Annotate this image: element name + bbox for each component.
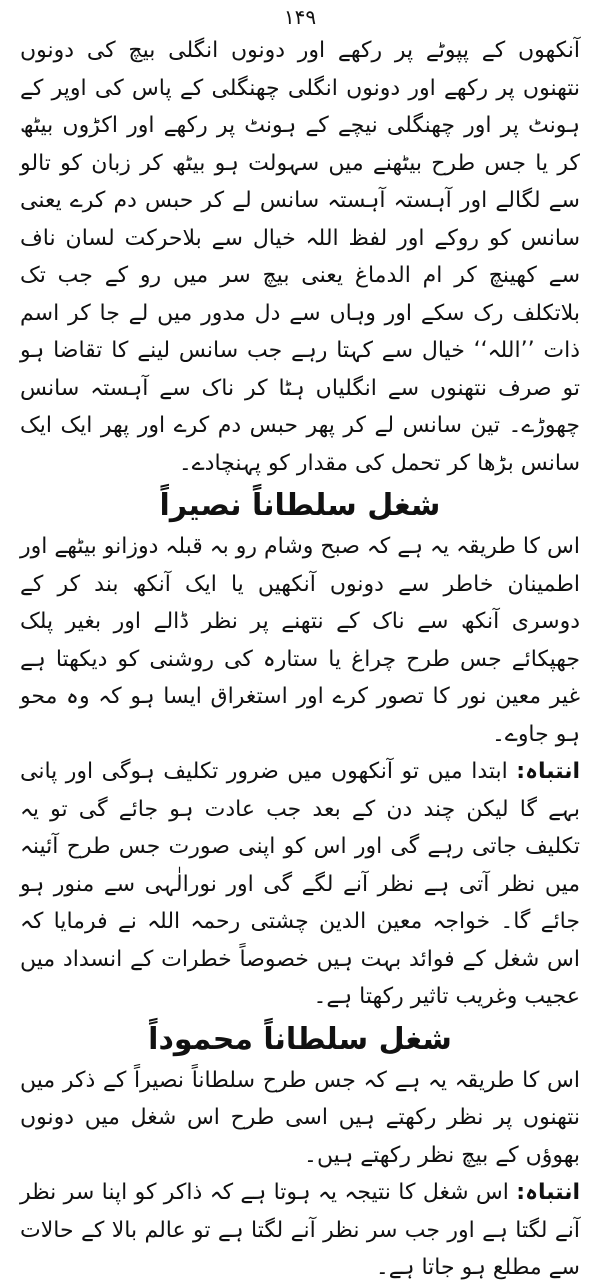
- section2-method-paragraph: اس کا طریقہ یہ ہے کہ جس طرح سلطاناً نصیراً کے ذکر میں نتھنوں پر نظر رکھتے ہیں اسی طرح اس شغل میں دونوں بھوؤں کے بیچ نظر رکھتے ہیں۔: [20, 1067, 580, 1168]
- result-label: انتباہ:: [516, 1180, 580, 1205]
- section1-method-paragraph: اس کا طریقہ یہ ہے کہ صبح وشام رو بہ قبلہ دوزانو بیٹھے اور اطمینان خاطر سے دونوں آنکھیں یا ایک آنکھ بند کر کے دوسری آنکھ سے ناک کے نتھنے پر نظر ڈالے اور بغیر پلک جھپکائے جس طرح چراغ یا ستارہ کی روشنی کو دیکھتا ہے غیر معین نور کا تصور کرے اور استغراق ایسا ہو کہ وہ محو ہو جاوے۔: [20, 534, 580, 747]
- section1-result-paragraph: [20, 753, 580, 1016]
- result-text: ابتدا میں تو آنکھوں میں ضرور تکلیف ہوگی اور پانی بہے گا لیکن چند دن کے بعد جب عادت ہو جائے گی تو یہ تکلیف جاتی رہے گی اور اس کو اپنی صورت جس طرح آئینہ میں نظر آتی ہے نظر آنے لگے گی اور نورالٰہی سے منور ہو جائے گا۔ خواجہ معین الدین چشتی رحمہ اللہ نے فرمایا کہ اس شغل کے فوائد بہت ہیں خصوصاً خطرات کے انسداد میں عجیب وغریب تاثیر رکھتا ہے۔: [20, 759, 580, 1009]
- intro-paragraph: آنکھوں کے پپوٹے پر رکھے اور دونوں انگلی بیچ کی دونوں نتھنوں پر رکھے اور دونوں انگلی چھنگلی کے پاس کی اوپر کے ہونٹ پر اور چھنگلی نیچے کے ہونٹ پر رکھے اور اکڑوں بیٹھ کر یا جس طرح بیٹھنے میں سہولت ہو بیٹھ کر زبان کو تالو سے لگالے اور آہستہ آہستہ سانس لے کر حبس دم کرے یعنی سانس کو روکے اور لفظ اللہ خیال سے بلاحرکت لسان ناف سے کھینچ کر ام الدماغ یعنی بیچ سر میں رو کے جب تک بلاتکلف رک سکے اور وہاں سے دل مدور میں لے جا کر اسم ذات ’’اللہ‘‘ خیال سے کہتا رہے جب سانس لینے کا تقاضا ہو تو صرف نتھنوں سے انگلیاں ہٹا کر ناک سے آہستہ سانس چھوڑے۔ تین سانس لے کر پھر حبس دم کرے اور پھر ایک ایک سانس بڑھا کر تحمل کی مقدار کو پہنچادے۔: [20, 38, 580, 476]
- result-label: انتباہ:: [516, 759, 580, 784]
- page-number: ۱۴۹: [283, 5, 317, 29]
- section2-result-paragraph: [20, 1174, 580, 1287]
- section-heading-sultanan-mahmudan: شغل سلطاناً محموداً: [148, 1021, 452, 1057]
- section-heading-sultanan-nasiran: شغل سلطاناً نصیراً: [159, 488, 441, 523]
- result-text: اس شغل کا نتیجہ یہ ہوتا ہے کہ ذاکر کو اپنا سر نظر آنے لگتا ہے اور جب سر نظر آنے لگتا ہے تو عالم بالا کے حالات سے مطلع ہو جاتا ہے۔: [20, 1180, 580, 1280]
